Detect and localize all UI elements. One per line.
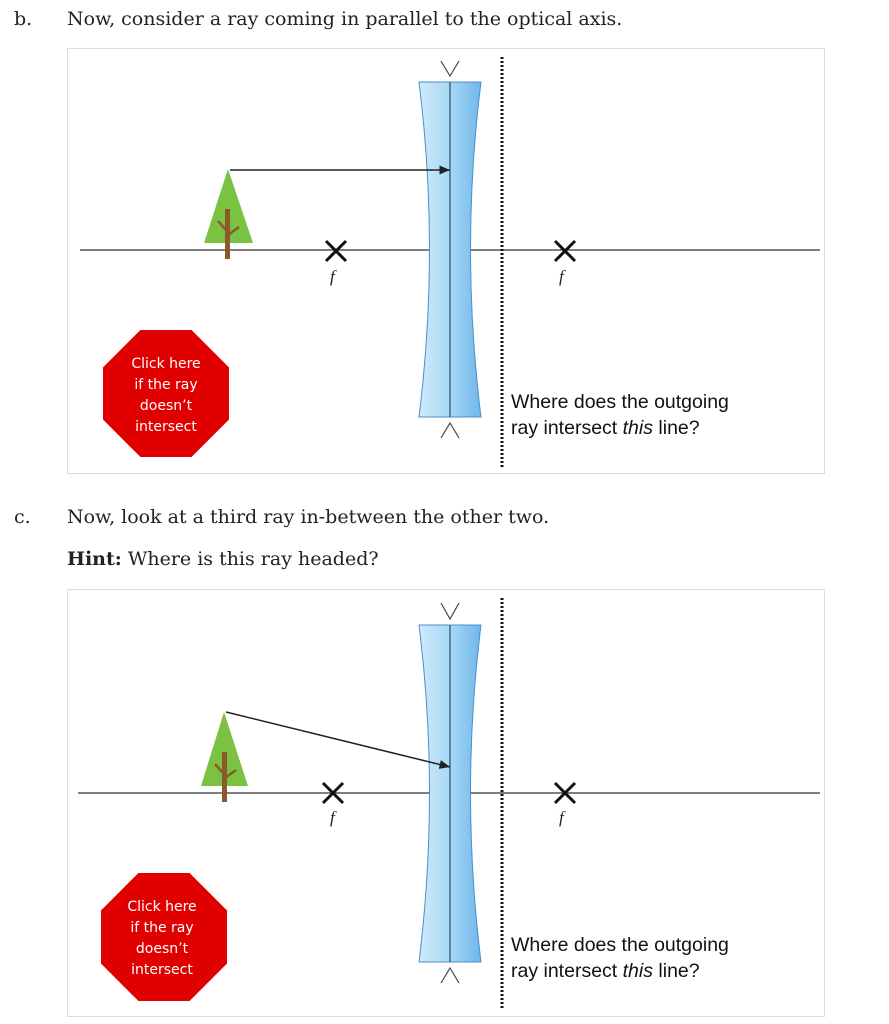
part-c-hint: Hint: Where is this ray headed? bbox=[67, 548, 379, 570]
focal-label-right: f bbox=[559, 267, 564, 286]
focal-point-right-marker bbox=[555, 241, 575, 261]
lens-top-arrowhead bbox=[441, 603, 459, 619]
incoming-ray bbox=[226, 712, 450, 767]
focal-label-left: f bbox=[330, 267, 335, 286]
tree-object bbox=[201, 712, 248, 802]
lens-bottom-arrowhead bbox=[441, 423, 459, 438]
focal-label-right: f bbox=[559, 808, 564, 827]
focal-label-left: f bbox=[330, 808, 335, 827]
intersect-question: Where does the outgoing ray intersect this line? bbox=[511, 391, 729, 439]
part-c-label: c. bbox=[14, 506, 31, 528]
intersect-question: Where does the outgoing ray intersect this line? bbox=[511, 934, 729, 982]
focal-point-left-marker bbox=[326, 241, 346, 261]
part-c-prompt: Now, look at a third ray in-between the other two. bbox=[67, 506, 550, 528]
tree-object bbox=[204, 169, 253, 259]
stop-sign-label[interactable]: Click here if the ray doesn’t intersect bbox=[127, 899, 197, 978]
part-b-prompt: Now, consider a ray coming in parallel to the optical axis. bbox=[67, 8, 623, 30]
lens-top-arrowhead bbox=[441, 61, 459, 76]
stop-sign-label[interactable]: Click here if the ray doesn’t intersect bbox=[131, 356, 201, 435]
diagram-panel-c bbox=[67, 589, 825, 1017]
part-b-label: b. bbox=[14, 8, 33, 30]
diagram-panel-b bbox=[67, 48, 825, 474]
lens-bottom-arrowhead bbox=[441, 968, 459, 983]
